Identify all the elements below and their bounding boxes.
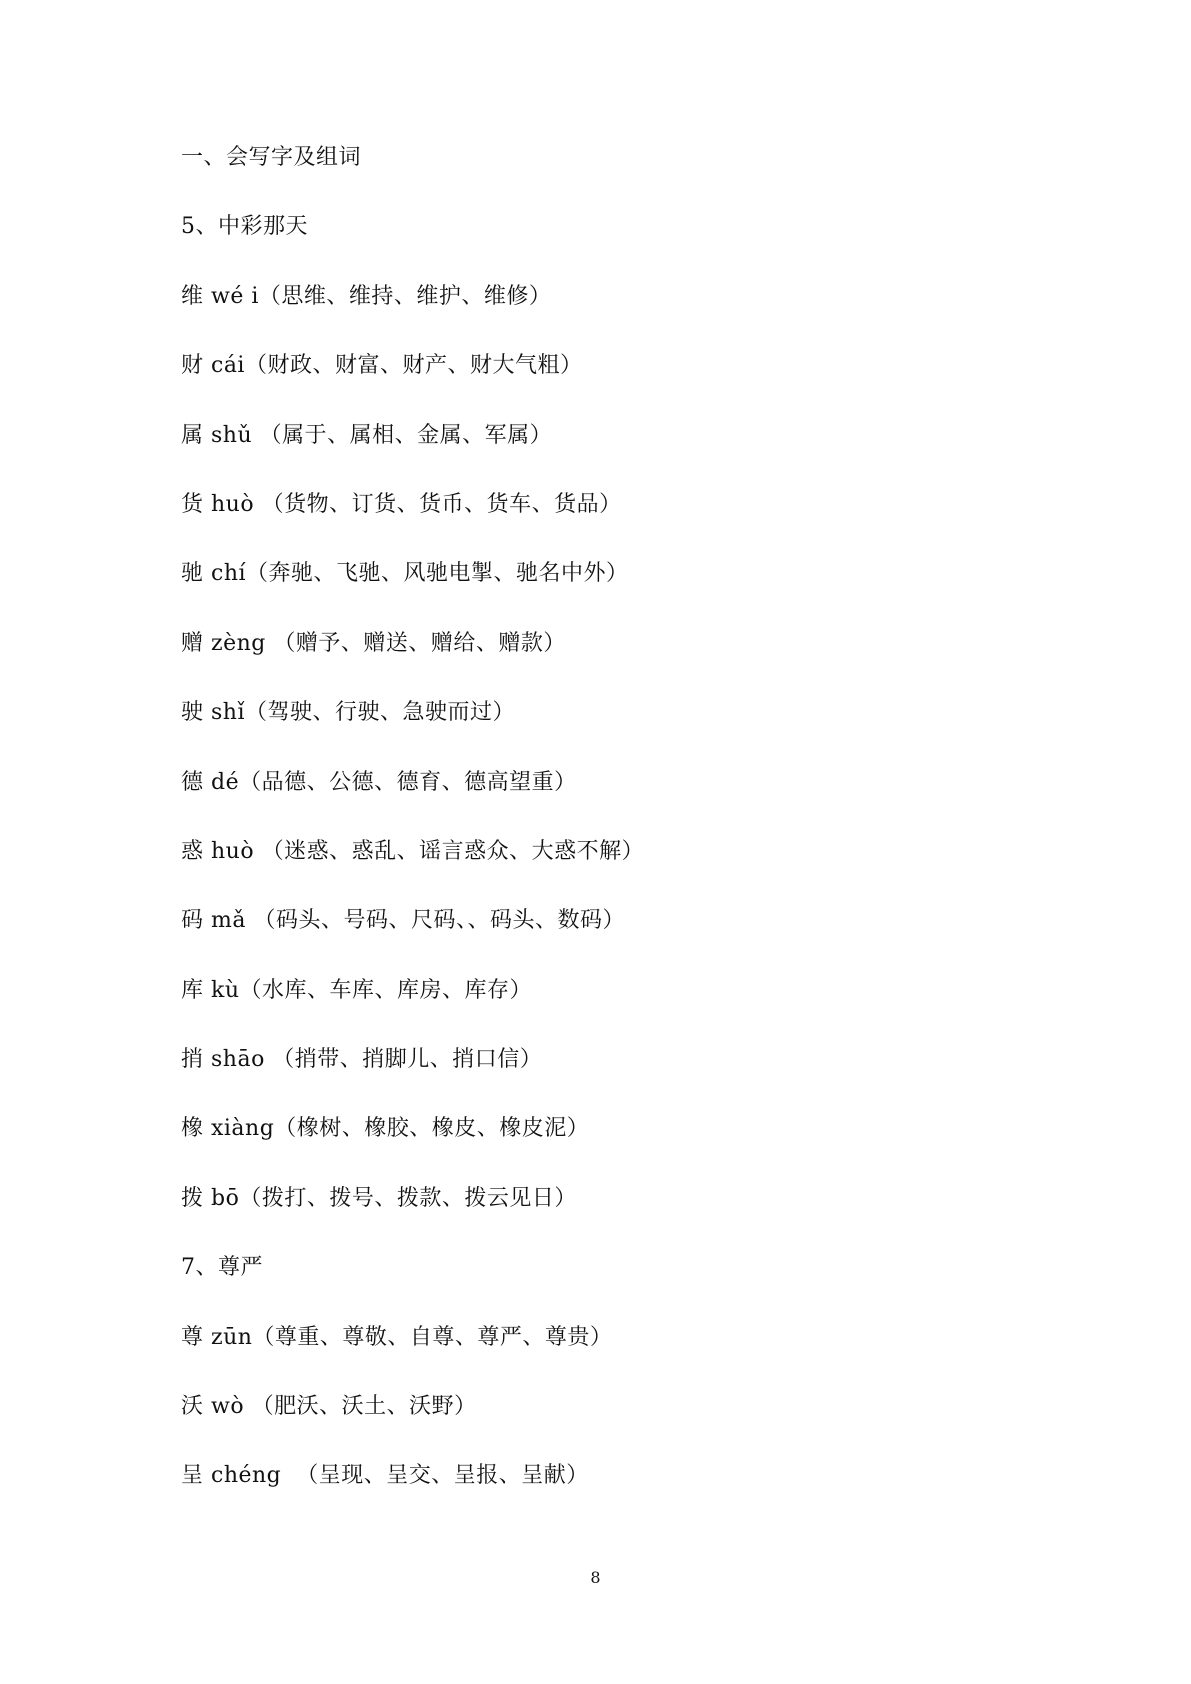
- vocab-entry: 财 cái（财政、财富、财产、财大气粗）: [181, 353, 583, 379]
- vocab-entry: 德 dé（品德、公德、德育、德高望重）: [181, 769, 577, 795]
- vocab-entry: 赠 zèng （赠予、赠送、赠给、赠款）: [181, 630, 566, 656]
- vocab-entry: 橡 xiàng（橡树、橡胶、橡皮、橡皮泥）: [181, 1116, 590, 1142]
- vocab-entry: 拨 bō（拨打、拨号、拨款、拨云见日）: [181, 1185, 577, 1211]
- vocab-entry: 沃 wò （肥沃、沃土、沃野）: [181, 1394, 477, 1420]
- vocab-entry: 驶 shǐ（驾驶、行驶、急驶而过）: [181, 700, 515, 726]
- vocab-entry: 货 huò （货物、订货、货币、货车、货品）: [181, 491, 622, 517]
- page-number: 8: [590, 1568, 601, 1587]
- page-body: [181, 138, 1081, 1526]
- lesson-title: 7、尊严: [181, 1255, 263, 1281]
- vocab-entry: 捎 shāo （捎带、捎脚儿、捎口信）: [181, 1047, 543, 1073]
- vocab-entry: 惑 huò （迷惑、惑乱、谣言惑众、大惑不解）: [181, 838, 645, 864]
- vocab-entry: 驰 chí（奔驰、飞驰、风驰电掣、驰名中外）: [181, 561, 629, 587]
- vocab-entry: 呈 chéng （呈现、呈交、呈报、呈献）: [181, 1463, 589, 1489]
- lesson-title: 5、中彩那天: [181, 214, 308, 240]
- vocab-entry: 尊 zūn（尊重、尊敬、自尊、尊严、尊贵）: [181, 1324, 613, 1350]
- vocab-entry: 码 mǎ （码头、号码、尺码、、码头、数码）: [181, 908, 625, 934]
- vocab-entry: 属 shǔ （属于、属相、金属、军属）: [181, 422, 553, 448]
- vocab-entry: 库 kù（水库、车库、库房、库存）: [181, 977, 532, 1003]
- section-heading: 一、会写字及组词: [181, 145, 362, 170]
- vocab-entry: 维 wé i（思维、维持、维护、维修）: [181, 283, 552, 309]
